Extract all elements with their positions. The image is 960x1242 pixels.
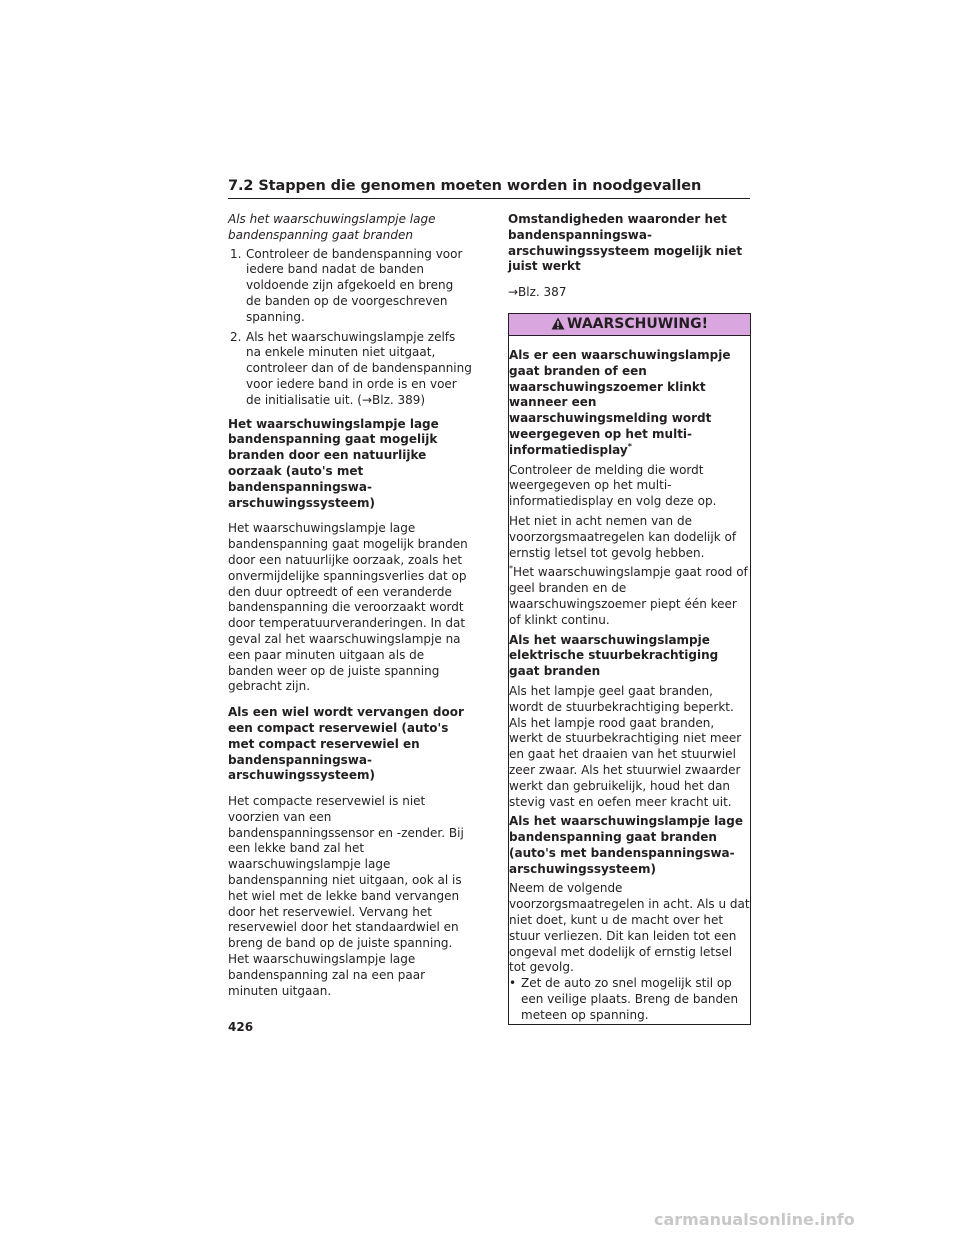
paragraph-compact-spare: Het compacte reservewiel is niet voorzien van een bandenspanningssensor en -zender. Bij een lekke band zal het waarschuwingslampje lage bandenspanning niet uitgaan, ook al is het wiel met de lekke band vervangen door het reservewiel. Vervang het reservewiel door het standaardwiel en breng de band op de juiste spanning. Het waarschuwingslampje lage bandenspanning zal na een paar minuten uitgaan.: [228, 794, 464, 998]
bullet-icon: •: [509, 976, 517, 991]
step-text: Controleer de bandenspanning voor iedere band nadat de banden voldoende zijn afgekoeld en breng de banden op de voorgeschreven spanning.: [246, 246, 463, 324]
warning-paragraph: Het niet in acht nemen van de voorzorgsmaatregelen kan dodelijk of ernstig letsel tot gevolg hebben.: [509, 513, 737, 560]
watermark: carmanualsonline.info: [654, 1210, 855, 1229]
warning-heading-steering: Als het waarschuwingslampje elektrische stuurbekrachtiging gaat branden: [509, 632, 719, 679]
footnote: [509, 565, 750, 628]
section-title: 7.2 Stappen die genomen moeten worden in noodgevallen: [228, 178, 750, 199]
step-text: Als het waarschuwingslampje zelfs na enkele minuten niet uitgaat, controleer dan of de bandenspanning voor iedere band in orde is en voer de initialisatie uit. (→Blz. 389): [246, 329, 472, 407]
footnote-text: Het waarschuwingslampje gaat rood of geel branden en de waarschuwingszoemer piept één keer of klinkt continu.: [509, 565, 748, 627]
warning-heading-display-text: Als er een waarschuwingslampje gaat branden of een waarschuwingszoemer klinkt wanneer een waarschuwingsmelding wordt weergegeven op het multi-informatiedisplay: [509, 347, 731, 457]
step-number: 1.: [230, 246, 242, 261]
warning-paragraph: Neem de volgende voorzorgsmaatregelen in acht. Als u dat niet doet, kunt u de macht over het stuur verliezen. Dit kan leiden tot een ongeval met dodelijk of ernstig letsel tot gevolg.: [509, 881, 750, 975]
warning-heading-tire-pressure: Als het waarschuwingslampje lage bandenspanning gaat branden (auto's met bandenspanningswa-arschuwingssysteem): [509, 814, 744, 876]
right-column: [508, 212, 751, 1025]
list-item: [230, 247, 472, 326]
warning-header: [509, 314, 750, 336]
footnote-marker: *: [627, 441, 632, 451]
warning-body: [509, 336, 750, 1024]
warning-heading-display: [509, 348, 750, 459]
warning-paragraph: Controleer de melding die wordt weergegeven op het multi-informatiedisplay en volg deze op.: [509, 462, 717, 509]
warning-paragraph: Als het lampje geel gaat branden, wordt de stuurbekrachtiging beperkt. Als het lampje rood gaat branden, werkt de stuurbekrachtiging niet meer en gaat het draaien van het stuurwiel zeer zwaar. Als het stuurwiel zwaarder werkt dan gebruikelijk, houd het dan stevig vast en oefen meer kracht uit.: [509, 683, 742, 809]
list-item: [509, 976, 750, 1023]
warning-box: [508, 313, 751, 1025]
list-item: [230, 330, 472, 409]
warning-title: WAARSCHUWING!: [567, 315, 708, 332]
page-reference-link[interactable]: →Blz. 387: [508, 285, 567, 300]
left-column: [228, 212, 472, 1009]
steps-list: [228, 247, 472, 409]
heading-circumstances: Omstandigheden waaronder het bandenspanningswa-arschuwingssysteem mogelijk niet juist werkt: [508, 212, 743, 274]
paragraph-natural-cause: Het waarschuwingslampje lage bandenspanning gaat mogelijk branden door een natuurlijke oorzaak, zoals het onvermijdelijke spanningsverlies dat op den duur optreedt of een veranderde bandenspanning die veroorzaakt wordt door temperatuurveranderingen. In dat geval zal het waarschuwingslampje na een paar minuten uitgaan als de banden weer op de juiste spanning gebracht zijn.: [228, 521, 468, 694]
heading-natural-cause: Het waarschuwingslampje lage bandenspanning gaat mogelijk branden door een natuurlijke oorzaak (auto's met bandenspanningswa-arschuwingssysteem): [228, 416, 439, 510]
subheading-italic: Als het waarschuwingslampje lage bandenspanning gaat branden: [228, 212, 436, 242]
warning-bullet-list: [509, 976, 750, 1023]
page-number: 426: [228, 1020, 254, 1034]
bullet-text: Zet de auto zo snel mogelijk stil op een veilige plaats. Breng de banden meteen op spanning.: [521, 976, 739, 1022]
warning-triangle-icon: [551, 316, 565, 337]
step-number: 2.: [230, 329, 242, 344]
heading-compact-spare: Als een wiel wordt vervangen door een compact reservewiel (auto's met compact reservewiel en bandenspanningswa-arschuwingssysteem): [228, 705, 464, 783]
footnote-marker: *: [509, 564, 513, 574]
